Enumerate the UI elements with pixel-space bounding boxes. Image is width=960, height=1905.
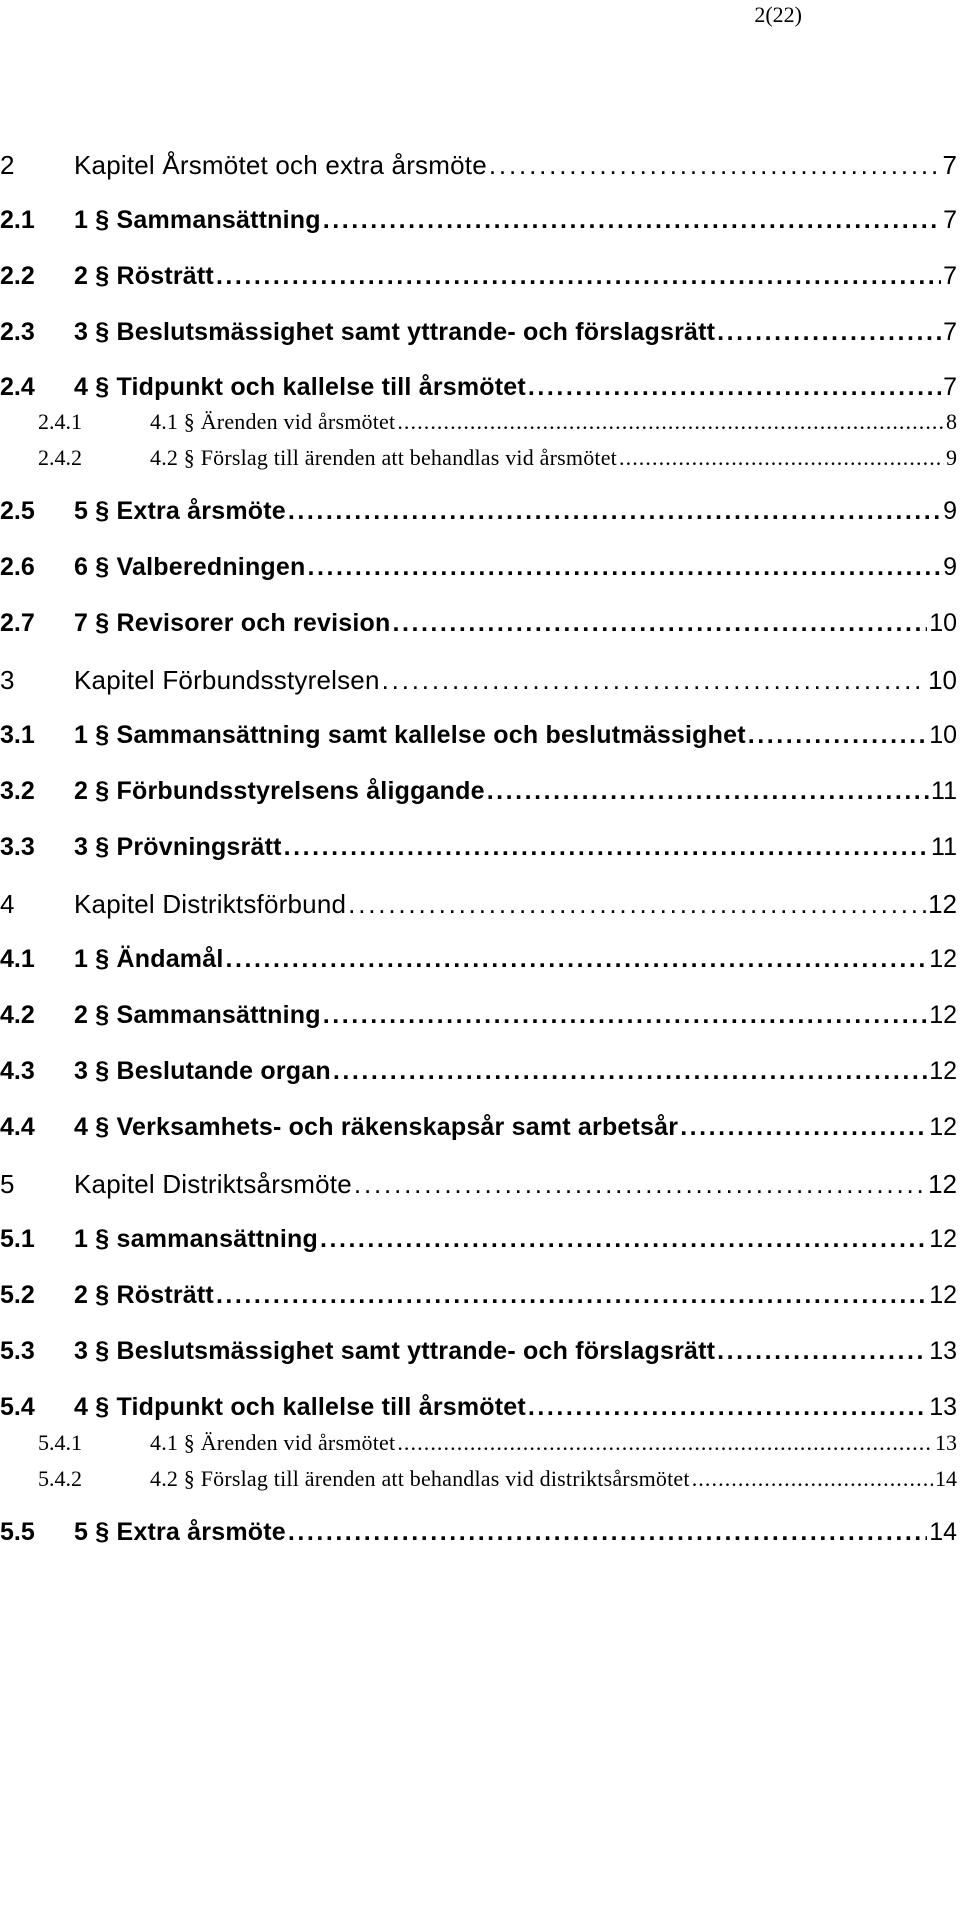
toc-entry-page: 12 [929, 1001, 957, 1029]
toc-entry-page: 14 [935, 1466, 957, 1491]
toc-entry-title: 5 § Extra årsmöte [74, 497, 286, 525]
toc-leader [348, 889, 926, 920]
toc-entry-title: 2 § Sammansättning [74, 1001, 321, 1029]
toc-entry-number: 2.4.1 [38, 409, 82, 434]
toc-entry[interactable] [0, 1430, 957, 1456]
toc-entry-title: 4 § Tidpunkt och kallelse till årsmötet [74, 373, 526, 401]
toc-entry[interactable] [0, 665, 957, 696]
toc-entry[interactable] [0, 1393, 957, 1422]
toc-entry-number: 5.5 [0, 1518, 35, 1546]
toc-leader [382, 665, 926, 696]
toc-entry[interactable] [0, 889, 957, 920]
toc-entry-title: 1 § Ändamål [74, 945, 224, 973]
toc-entry[interactable] [0, 1113, 957, 1142]
toc-entry[interactable] [0, 150, 957, 181]
toc-entry-number: 2 [0, 150, 15, 180]
toc-entry-number: 5 [0, 1169, 15, 1199]
toc-leader [397, 409, 944, 435]
toc-leader [333, 1057, 927, 1086]
toc-entry-number: 3.2 [0, 777, 35, 805]
toc-entry-title: 4.2 § Förslag till ärenden att behandlas vid distriktsårsmötet [150, 1466, 690, 1491]
toc-entry-title: 3 § Beslutsmässighet samt yttrande- och förslagsrätt [74, 1337, 716, 1365]
toc-entry-page: 12 [929, 1225, 957, 1253]
toc-entry[interactable] [0, 609, 957, 638]
toc-leader [216, 262, 941, 291]
toc-entry-page: 12 [929, 1057, 957, 1085]
toc-entry-number: 2.2 [0, 262, 35, 290]
toc-leader [619, 445, 944, 471]
toc-entry-title: 4.1 § Ärenden vid årsmötet [150, 1430, 396, 1455]
toc-entry-number: 4.4 [0, 1113, 35, 1141]
toc-entry-number: 2.1 [0, 206, 35, 234]
toc-entry-title: 3 § Beslutsmässighet samt yttrande- och förslagsrätt [74, 318, 716, 346]
toc-entry-page: 7 [943, 206, 957, 234]
toc-entry[interactable] [0, 1057, 957, 1086]
toc-entry-number: 3.3 [0, 833, 35, 861]
toc-entry-page: 13 [929, 1337, 957, 1365]
toc-entry-title: 5 § Extra årsmöte [74, 1518, 286, 1546]
toc-entry-page: 12 [929, 1113, 957, 1141]
toc-entry-number: 2.7 [0, 609, 35, 637]
toc-entry-page: 9 [946, 445, 957, 470]
toc-entry-title: 1 § sammansättning [74, 1225, 318, 1253]
toc-leader [288, 1518, 927, 1547]
toc-entry-number: 2.4 [0, 373, 35, 401]
toc-entry-number: 5.2 [0, 1281, 35, 1309]
toc-entry-title: Kapitel Förbundsstyrelsen [74, 665, 380, 695]
toc-entry-number: 2.4.2 [38, 445, 82, 470]
toc-entry-number: 3 [0, 665, 15, 695]
toc-entry-number: 2.3 [0, 318, 35, 346]
toc-entry[interactable] [0, 833, 957, 862]
toc-entry-page: 9 [943, 497, 957, 525]
toc-entry[interactable] [0, 262, 957, 291]
toc-entry-page: 11 [931, 777, 957, 805]
toc-entry-number: 5.4 [0, 1393, 35, 1421]
toc-entry-number: 2.5 [0, 497, 35, 525]
toc-entry[interactable] [0, 318, 957, 347]
toc-entry-page: 11 [931, 833, 957, 861]
toc-entry-page: 7 [943, 318, 957, 346]
toc-entry-page: 13 [929, 1393, 957, 1421]
toc-entry-page: 12 [929, 945, 957, 973]
toc-entry[interactable] [0, 1337, 957, 1366]
toc-entry[interactable] [0, 373, 957, 402]
toc-entry-number: 5.1 [0, 1225, 35, 1253]
toc-leader [307, 553, 941, 582]
toc-entry-number: 5.3 [0, 1337, 35, 1365]
toc-entry-number: 5.4.2 [38, 1466, 82, 1491]
toc-entry-page: 7 [943, 262, 957, 290]
toc-entry[interactable] [0, 553, 957, 582]
toc-leader [323, 1001, 927, 1030]
toc-entry-title: Kapitel Distriktsårsmöte [74, 1169, 352, 1199]
toc-entry-title: 6 § Valberedningen [74, 553, 306, 581]
toc-entry-number: 4.2 [0, 1001, 35, 1029]
toc-leader [717, 318, 941, 347]
toc-entry-page: 7 [942, 150, 957, 180]
toc-entry-title: 1 § Sammansättning samt kallelse och beslutmässighet [74, 721, 746, 749]
toc-leader [717, 1337, 927, 1366]
toc-leader [284, 833, 929, 862]
toc-entry-title: 4 § Verksamhets- och räkenskapsår samt arbetsår [74, 1113, 679, 1141]
toc-entry-title: 7 § Revisorer och revision [74, 609, 391, 637]
toc-entry-page: 9 [943, 553, 957, 581]
toc-entry[interactable] [0, 445, 957, 471]
toc-entry-page: 12 [928, 1169, 957, 1199]
toc-entry-title: Kapitel Årsmötet och extra årsmöte [74, 150, 487, 180]
toc-entry-page: 8 [946, 409, 957, 434]
toc-entry[interactable] [0, 1518, 957, 1547]
toc-entry-number: 2.6 [0, 553, 35, 581]
page-number: 2(22) [754, 2, 802, 27]
toc-leader [323, 206, 941, 235]
toc-entry[interactable] [0, 721, 957, 750]
toc-entry-title: 4 § Tidpunkt och kallelse till årsmötet [74, 1393, 526, 1421]
toc-entry-page: 10 [928, 665, 957, 695]
toc-entry-page: 14 [929, 1518, 957, 1546]
toc-entry-title: 2 § Förbundsstyrelsens åliggande [74, 777, 485, 805]
toc-entry[interactable] [0, 945, 957, 974]
toc-entry[interactable] [0, 1225, 957, 1254]
toc-leader [528, 1393, 927, 1422]
toc-entry-number: 4.3 [0, 1057, 35, 1085]
toc-entry[interactable] [0, 1169, 957, 1200]
toc-entry-page: 10 [929, 609, 957, 637]
toc-entry-page: 7 [943, 373, 957, 401]
toc-entry[interactable] [0, 497, 957, 526]
toc-entry-title: Kapitel Distriktsförbund [74, 889, 347, 919]
toc-entry[interactable] [0, 409, 957, 435]
toc-entry[interactable] [0, 206, 957, 235]
toc-entry-page: 10 [929, 721, 957, 749]
toc-entry-title: 3 § Beslutande organ [74, 1057, 331, 1085]
toc-entry[interactable] [0, 777, 957, 806]
toc-entry-number: 3.1 [0, 721, 35, 749]
toc-leader [397, 1430, 933, 1456]
toc-entry-title: 4.1 § Ärenden vid årsmötet [150, 409, 396, 434]
toc-entry-page: 13 [935, 1430, 957, 1455]
toc-entry-number: 5.4.1 [38, 1430, 82, 1455]
toc-entry[interactable] [0, 1466, 957, 1492]
toc-entry-page: 12 [928, 889, 957, 919]
toc-leader [320, 1225, 927, 1254]
toc-leader [225, 945, 927, 974]
toc-entry[interactable] [0, 1001, 957, 1030]
toc-leader [392, 609, 927, 638]
toc-entry-title: 2 § Rösträtt [74, 1281, 214, 1309]
toc-leader [748, 721, 927, 750]
toc-leader [528, 373, 941, 402]
toc-leader [354, 1169, 926, 1200]
toc-entry-title: 2 § Rösträtt [74, 262, 214, 290]
toc-leader [489, 150, 941, 181]
toc-entry-number: 4.1 [0, 945, 35, 973]
toc-leader [288, 497, 941, 526]
toc-entry[interactable] [0, 1281, 957, 1310]
toc-entry-title: 4.2 § Förslag till ärenden att behandlas vid årsmötet [150, 445, 617, 470]
toc-leader [216, 1281, 927, 1310]
toc-leader [692, 1466, 933, 1492]
toc-leader [487, 777, 929, 806]
toc-entry-number: 4 [0, 889, 15, 919]
toc-entry-page: 12 [929, 1281, 957, 1309]
toc-entry-title: 3 § Prövningsrätt [74, 833, 282, 861]
toc-entry-title: 1 § Sammansättning [74, 206, 321, 234]
toc-leader [680, 1113, 927, 1142]
